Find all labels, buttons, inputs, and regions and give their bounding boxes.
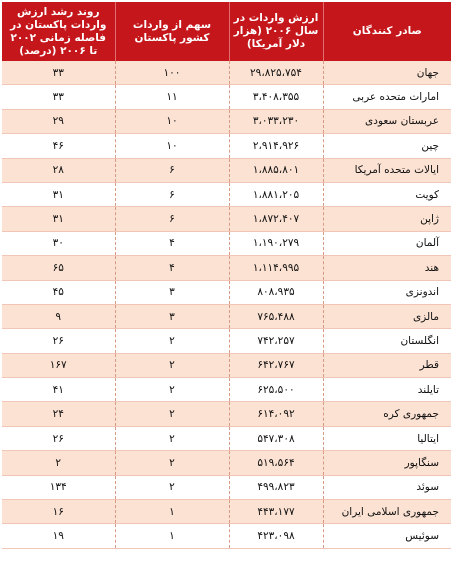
import-value-cell: ۱،۱۱۴،۹۹۵ (229, 256, 323, 280)
share-cell: ۲ (115, 402, 229, 426)
import-value-cell: ۶۲۵،۵۰۰ (229, 378, 323, 402)
country-cell: مالزی (323, 304, 451, 328)
share-cell: ۲ (115, 475, 229, 499)
growth-cell: ۲۶ (2, 329, 115, 353)
table-row (2, 402, 451, 426)
share-cell: ۱۰ (115, 134, 229, 158)
country-cell: قطر (323, 353, 451, 377)
import-table-container (2, 2, 451, 549)
country-cell: سوئد (323, 475, 451, 499)
table-row (2, 353, 451, 377)
import-value-cell: ۱،۸۸۱،۲۰۵ (229, 182, 323, 206)
growth-cell: ۳۱ (2, 207, 115, 231)
growth-cell: ۳۱ (2, 182, 115, 206)
country-cell: ایالات متحده آمریکا (323, 158, 451, 182)
header-share: سهم از واردات کشور پاکستان (115, 2, 229, 61)
import-value-cell: ۳،۰۳۳،۲۳۰ (229, 109, 323, 133)
import-value-cell: ۵۱۹،۵۶۴ (229, 451, 323, 475)
share-cell: ۱۰ (115, 109, 229, 133)
table-row (2, 378, 451, 402)
growth-cell: ۶۵ (2, 256, 115, 280)
share-cell: ۳ (115, 280, 229, 304)
share-cell: ۲ (115, 378, 229, 402)
share-cell: ۴ (115, 256, 229, 280)
table-row (2, 256, 451, 280)
country-cell: آلمان (323, 231, 451, 255)
share-cell: ۱ (115, 524, 229, 548)
header-growth: روند رشد ارزش واردات پاکستان در فاصله زمانی ۲۰۰۲ تا ۲۰۰۶ (درصد) (2, 2, 115, 61)
table-row (2, 329, 451, 353)
table-row (2, 426, 451, 450)
share-cell: ۶ (115, 158, 229, 182)
import-value-cell: ۵۴۷،۳۰۸ (229, 426, 323, 450)
country-cell: چین (323, 134, 451, 158)
share-cell: ۶ (115, 182, 229, 206)
import-value-cell: ۴۲۳،۰۹۸ (229, 524, 323, 548)
table-row (2, 85, 451, 109)
import-value-cell: ۲۹،۸۲۵،۷۵۴ (229, 61, 323, 85)
table-header-row (2, 2, 451, 61)
country-cell: ایتالیا (323, 426, 451, 450)
import-value-cell: ۷۶۵،۴۸۸ (229, 304, 323, 328)
table-row (2, 134, 451, 158)
table-row (2, 109, 451, 133)
growth-cell: ۲۴ (2, 402, 115, 426)
growth-cell: ۲ (2, 451, 115, 475)
growth-cell: ۹ (2, 304, 115, 328)
share-cell: ۱ (115, 500, 229, 524)
share-cell: ۶ (115, 207, 229, 231)
growth-cell: ۴۵ (2, 280, 115, 304)
growth-cell: ۳۳ (2, 61, 115, 85)
growth-cell: ۲۶ (2, 426, 115, 450)
growth-cell: ۲۸ (2, 158, 115, 182)
country-cell: هند (323, 256, 451, 280)
import-value-cell: ۱،۸۷۲،۴۰۷ (229, 207, 323, 231)
table-row (2, 61, 451, 85)
import-value-cell: ۶۴۲،۷۶۷ (229, 353, 323, 377)
share-cell: ۱۰۰ (115, 61, 229, 85)
country-cell: انگلستان (323, 329, 451, 353)
country-cell: جهان (323, 61, 451, 85)
growth-cell: ۱۶ (2, 500, 115, 524)
growth-cell: ۴۶ (2, 134, 115, 158)
share-cell: ۲ (115, 329, 229, 353)
growth-cell: ۱۶۷ (2, 353, 115, 377)
country-cell: سنگاپور (323, 451, 451, 475)
share-cell: ۳ (115, 304, 229, 328)
import-value-cell: ۱،۱۹۰،۲۷۹ (229, 231, 323, 255)
country-cell: کویت (323, 182, 451, 206)
growth-cell: ۱۳۴ (2, 475, 115, 499)
country-cell: اندونزی (323, 280, 451, 304)
header-exporter: صادر کنندگان (323, 2, 451, 61)
country-cell: سوئیس (323, 524, 451, 548)
import-value-cell: ۸۰۸،۹۳۵ (229, 280, 323, 304)
import-value-cell: ۴۹۹،۸۲۳ (229, 475, 323, 499)
table-row (2, 500, 451, 524)
share-cell: ۲ (115, 451, 229, 475)
header-import-value: ارزش واردات در سال ۲۰۰۶ (هزار دلار آمریکا) (229, 2, 323, 61)
share-cell: ۴ (115, 231, 229, 255)
table-row (2, 231, 451, 255)
country-cell: امارات متحده عربی (323, 85, 451, 109)
table-row (2, 524, 451, 548)
import-value-cell: ۴۴۳،۱۷۷ (229, 500, 323, 524)
country-cell: تایلند (323, 378, 451, 402)
country-cell: جمهوری کره (323, 402, 451, 426)
share-cell: ۲ (115, 426, 229, 450)
growth-cell: ۳۰ (2, 231, 115, 255)
table-row (2, 207, 451, 231)
country-cell: ژاپن (323, 207, 451, 231)
import-value-cell: ۷۴۲،۲۵۷ (229, 329, 323, 353)
table-row (2, 304, 451, 328)
table-row (2, 280, 451, 304)
country-cell: عربستان سعودی (323, 109, 451, 133)
import-value-cell: ۱،۸۸۵،۸۰۱ (229, 158, 323, 182)
table-row (2, 182, 451, 206)
growth-cell: ۳۳ (2, 85, 115, 109)
table-row (2, 158, 451, 182)
country-cell: جمهوری اسلامی ایران (323, 500, 451, 524)
growth-cell: ۴۱ (2, 378, 115, 402)
share-cell: ۲ (115, 353, 229, 377)
table-body (2, 61, 451, 548)
pakistan-imports-table (2, 2, 451, 549)
growth-cell: ۱۹ (2, 524, 115, 548)
import-value-cell: ۲،۹۱۴،۹۲۶ (229, 134, 323, 158)
table-row (2, 451, 451, 475)
import-value-cell: ۶۱۴،۰۹۲ (229, 402, 323, 426)
import-value-cell: ۳،۴۰۸،۳۵۵ (229, 85, 323, 109)
share-cell: ۱۱ (115, 85, 229, 109)
growth-cell: ۲۹ (2, 109, 115, 133)
table-row (2, 475, 451, 499)
